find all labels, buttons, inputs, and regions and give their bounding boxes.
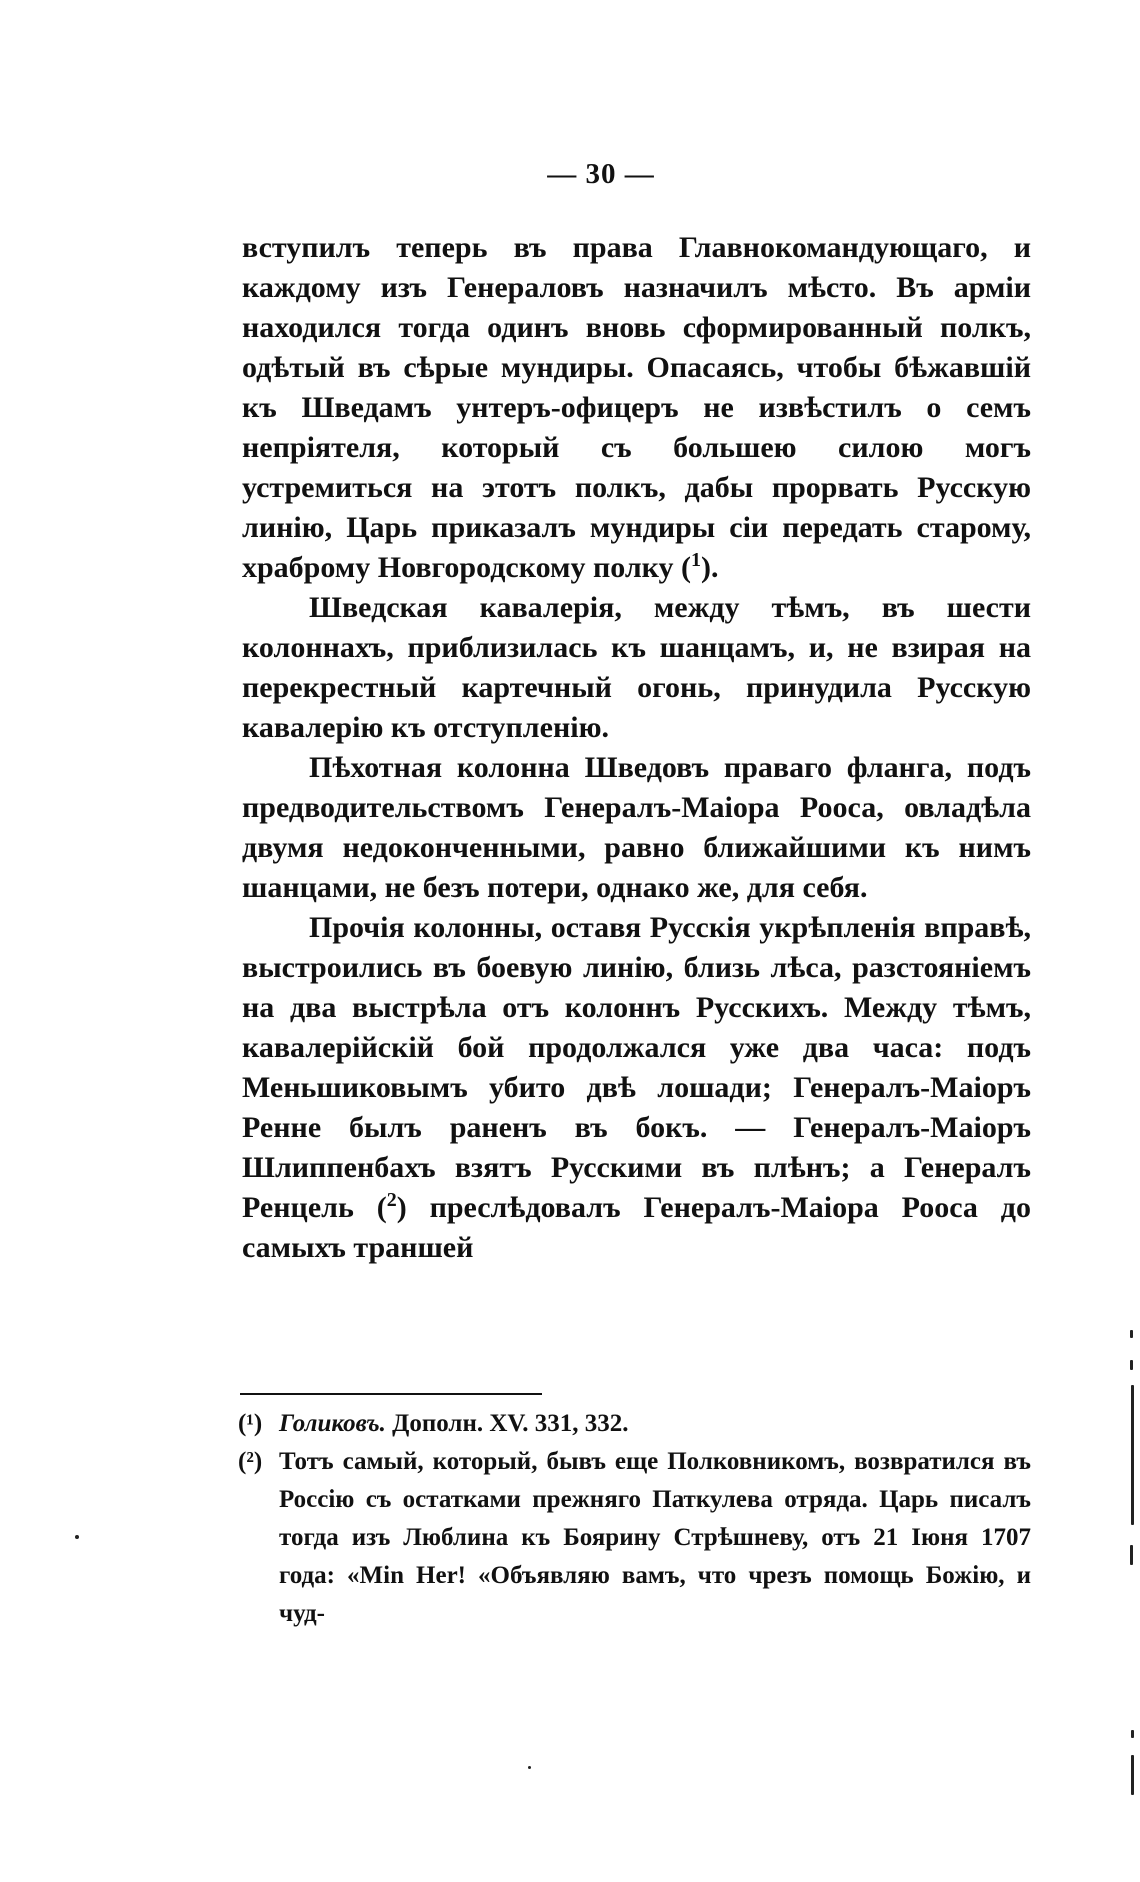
paragraph-4-continuation: ) преслѣдовалъ Генералъ-Маіора Рооса до самыхъ траншей [242, 1191, 1031, 1264]
scan-speck [1131, 1385, 1134, 1525]
paragraph-1 [242, 228, 1031, 588]
footnote-1-source: Голиковъ. [279, 1410, 386, 1437]
footnote-1-body [279, 1405, 1031, 1443]
page-number: — 30 — [547, 158, 655, 190]
paragraph-4 [242, 908, 1031, 1268]
scan-speck [1130, 1360, 1133, 1370]
footnote-2-text: Тотъ самый, который, бывъ еще Полковникомъ, возвратился въ Россію съ остатками прежняго Паткулева отряда. Царь писалъ тогда изъ Люблина къ Боярину Стрѣшневу, отъ 21 Іюня 1707 года: «Min Her! «Объявляю вамъ, что чрезъ помощь Божію, и чуд- [279, 1448, 1031, 1627]
paragraph-2: Шведская кавалерія, между тѣмъ, въ шести колоннахъ, приблизилась къ шанцамъ, и, не взирая на перекрестный картечный огонь, принудила Русскую кавалерію къ отступленію. [242, 591, 1031, 744]
footnote-2-mark: (²) [238, 1448, 263, 1475]
footnote-2 [238, 1443, 1031, 1633]
footnote-1-text: Дополн. XV. 331, 332. [385, 1410, 629, 1437]
footnote-1 [238, 1405, 1031, 1443]
scan-speck [1131, 1730, 1134, 1738]
scan-speck [75, 1535, 79, 1539]
footnote-1-mark: (¹) [238, 1410, 263, 1437]
paragraph-3: Пѣхотная колонна Шведовъ праваго фланга, подъ предводительствомъ Генералъ-Маіора Рооса, овладѣла двумя недоконченными, равно ближайшими къ нимъ шанцами, не безъ потери, однако же, для себя. [242, 751, 1031, 904]
scan-speck [1131, 1755, 1134, 1795]
footnote-ref-1: 1 [691, 549, 702, 571]
paragraph-1-close: ). [701, 551, 719, 584]
paragraph-4-text: Прочія колонны, оставя Русскія укрѣпленія вправѣ, выстроились въ боевую линію, близь лѣса, разстояніемъ на два выстрѣла отъ колоннъ Русскихъ. Между тѣмъ, кавалерійскій бой продолжался уже два часа: подъ Меньшиковымъ убито двѣ лошади; Генералъ-Маіоръ Ренне былъ раненъ въ бокъ. — Генералъ-Маіоръ Шлиппенбахъ взятъ Русскими въ плѣнъ; а Генералъ Ренцель ( [242, 911, 1031, 1224]
footnote-ref-2: 2 [386, 1189, 397, 1211]
scan-speck [528, 1766, 531, 1769]
footnotes [238, 1405, 1031, 1633]
paragraph-1-text: вступилъ теперь въ права Главнокомандующаго, и каждому изъ Генераловъ назначилъ мѣсто. Въ арміи находился тогда одинъ вновь сформированный полкъ, одѣтый въ сѣрые мундиры. Опасаясь, чтобы бѣжавшій къ Шведамъ унтеръ-офицеръ не извѣстилъ о семъ непріятеля, который съ большею силою могъ устремиться на этотъ полкъ, дабы прорвать Русскую линію, Царь приказалъ мундиры сіи передать старому, храброму Новгородскому полку ( [242, 231, 1031, 584]
scan-speck [1130, 1545, 1133, 1565]
scan-speck [1130, 1330, 1133, 1338]
main-text [242, 228, 1031, 1268]
footnote-divider [240, 1393, 542, 1395]
